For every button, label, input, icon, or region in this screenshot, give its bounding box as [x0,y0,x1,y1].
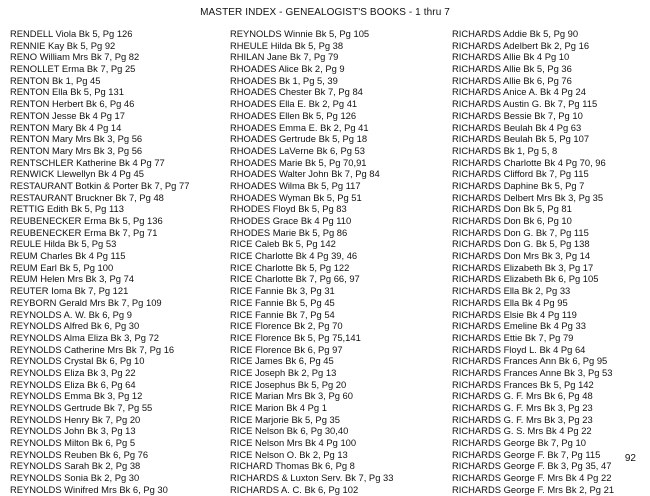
index-entry: RICHARDS & Luxton Serv. Bk 7, Pg 33 [230,472,394,484]
index-entry: REYNOLDS Alfred Bk 6, Pg 30 [10,320,140,332]
index-entry: REYNOLDS Eliza Bk 3, Pg 22 [10,366,136,378]
index-entry: RICHARDS Ella Bk 2, Pg 33 [452,285,571,297]
index-entry: RICHARDS Elsie Bk 4 Pg 119 [452,308,577,320]
index-entry: RICE Fannie Bk 3, Pg 31 [230,285,335,297]
index-entry: RICE Fannie Bk 5, Pg 45 [230,296,335,308]
index-entry: RICHARDS Allie Bk 6, Pg 76 [452,74,572,86]
index-entry: RENOLLET Erma Bk 7, Pg 25 [10,63,136,75]
index-entry: RICHARDS A. C. Bk 6, Pg 102 [230,483,359,495]
index-entry: REYNOLDS Crystal Bk 6, Pg 10 [10,355,145,367]
index-entry: RICHARDS George Bk 7, Pg 10 [452,437,586,449]
index-entry: RICHARDS Anice A. Bk 4 Pg 24 [452,86,586,98]
index-entry: RICE Caleb Bk 5, Pg 142 [230,238,336,250]
index-entry: RETTIG Edith Bk 5, Pg 113 [10,203,124,215]
index-entry: RICHARDS Don G. Bk 5, Pg 138 [452,238,590,250]
index-entry: RENTON Bk 1, Pg 45 [10,74,101,86]
index-entry: RICHARDS Frances Ann Bk 6, Pg 95 [452,355,608,367]
index-entry: RICHARDS Charlotte Bk 4 Pg 70, 96 [452,156,606,168]
index-entry: RICHARDS Bessie Bk 7, Pg 10 [452,109,583,121]
index-entry: RICHARDS Elizabeth Bk 6, Pg 105 [452,273,599,285]
index-entry: REYNOLDS Sonia Bk 2, Pg 30 [10,472,140,484]
index-entry: RICHARDS Don G. Bk 7, Pg 115 [452,226,589,238]
index-entry: RICHARDS G. F. Mrs Bk 3, Pg 23 [452,413,593,425]
index-entry: RICE Charlotte Bk 4 Pg 39, 46 [230,250,358,262]
index-entry: RESTAURANT Bruckner Bk 7, Pg 48 [10,191,164,203]
index-entry: RICE Nelson Mrs Bk 4 Pg 100 [230,437,357,449]
index-entry: REUM Helen Mrs Bk 3, Pg 74 [10,273,134,285]
index-entry: RICHARDS Frances Bk 5, Pg 142 [452,378,594,390]
index-entry: REUBENECKER Erma Bk 7, Pg 71 [10,226,158,238]
index-entry: RICE Charlotte Bk 5, Pg 122 [230,261,350,273]
index-entry: REYNOLDS Winnie Bk 5, Pg 105 [230,28,370,39]
index-entry: RICHARDS George F. Mrs Bk 2, Pg 21 [452,483,615,495]
index-entry: RICHARDS Elizabeth Bk 3, Pg 17 [452,261,594,273]
index-entry: REYNOLDS Winifred Mrs Bk 6, Pg 30 [10,483,168,495]
index-entry: REYNOLDS Milton Bk 6, Pg 5 [10,437,136,449]
index-entry: RICHARDS G. S. Mrs Bk 4 Pg 22 [452,425,592,437]
index-entry: RENO William Mrs Bk 7, Pg 82 [10,51,140,63]
index-entry: REYBORN Gerald Mrs Bk 7, Pg 109 [10,296,162,308]
index-entry: RICE Marion Bk 4 Pg 1 [230,402,327,413]
index-entry: REYNOLDS Gertrude Bk 7, Pg 55 [10,402,153,413]
index-entry: RICE Florence Bk 5, Pg 75,141 [230,331,361,343]
index-entry: REUM Earl Bk 5, Pg 100 [10,261,114,273]
index-entry: RICHARDS Allie Bk 4 Pg 10 [452,51,570,63]
index-entry: RICHARDS Don Bk 6, Pg 10 [452,215,572,226]
index-entry: RHOADES Marie Bk 5, Pg 70,91 [230,156,367,168]
index-entry: RICE Nelson O. Bk 2, Pg 13 [230,448,348,460]
index-entry: RHOADES Chester Bk 7, Pg 84 [230,86,363,98]
index-entry: RHOADES Ella E. Bk 2, Pg 41 [230,98,358,110]
index-entry: RESTAURANT Botkin & Porter Bk 7, Pg 77 [10,179,190,191]
index-entry: RICHARDS Daphine Bk 5, Pg 7 [452,179,585,191]
index-entry: RICE Charlotte Bk 7, Pg 66, 97 [230,273,360,285]
index-entry: REYNOLDS Eliza Bk 6, Pg 64 [10,378,136,390]
index-entry: RICHARDS Bk 1, Pg 5, 8 [452,144,558,156]
index-entry: REYNOLDS Sarah Bk 2, Pg 38 [10,460,141,472]
index-entry: RHODES Floyd Bk 5, Pg 83 [230,203,347,215]
index-entry: RENTON Ella Bk 5, Pg 131 [10,86,124,98]
index-entry: RICHARDS Frances Anne Bk 3, Pg 53 [452,366,613,378]
index-entry: REYNOLDS Catherine Mrs Bk 7, Pg 16 [10,343,175,355]
index-entry: RICHARD Thomas Bk 6, Pg 8 [230,460,355,472]
index-entry: RICHARDS Addie Bk 5, Pg 90 [452,28,579,39]
index-entry: RICHARDS Clifford Bk 7, Pg 115 [452,168,589,180]
index-entry: RICHARDS Delbert Mrs Bk 3, Pg 35 [452,191,604,203]
index-entry: RICE Joseph Bk 2, Pg 13 [230,366,337,378]
index-entry: REYNOLDS John Bk 3, Pg 13 [10,425,136,437]
index-entry: RICHARDS Beulah Bk 4 Pg 63 [452,121,582,133]
index-entry: REYNOLDS Reuben Bk 6, Pg 76 [10,448,149,460]
index-entry: REYNOLDS Alma Eliza Bk 3, Pg 72 [10,331,160,343]
index-column-3 [452,28,648,496]
index-entry: RICHARDS G. F. Mrs Bk 6, Pg 48 [452,390,593,402]
index-entry: RICE Nelson Bk 6, Pg 30,40 [230,425,349,437]
index-entry: RHODES Grace Bk 4 Pg 110 [230,215,352,226]
index-entry: RICE James Bk 6, Pg 45 [230,355,334,367]
index-entry: RHOADES Gertrude Bk 5, Pg 18 [230,133,368,145]
index-entry: RICE Marjorie Bk 5, Pg 35 [230,413,340,425]
index-column-2 [230,28,445,496]
index-entry: RICHARDS Emeline Bk 4 Pg 33 [452,320,586,332]
index-entry: RHOADES Ellen Bk 5, Pg 126 [230,109,357,121]
index-entry: RENTON Mary Mrs Bk 3, Pg 56 [10,133,143,145]
index-entry: RICHARDS Don Mrs Bk 3, Pg 14 [452,250,591,262]
index-entry: RENNIE Kay Bk 5, Pg 92 [10,39,116,51]
index-entry: REYNOLDS Henry Bk 7, Pg 20 [10,413,141,425]
index-entry: RICHARDS Ella Bk 4 Pg 95 [452,296,568,308]
index-entry: REUM Charles Bk 4 Pg 115 [10,250,126,262]
index-entry: RHOADES Walter John Bk 7, Pg 84 [230,168,380,180]
index-entry: RHOADES Alice Bk 2, Pg 9 [230,63,345,75]
index-entry: REYNOLDS A. W. Bk 6, Pg 9 [10,308,132,320]
index-entry: RHOADES Bk 1, Pg 5, 39 [230,74,338,86]
index-entry: RHOADES Wilma Bk 5, Pg 117 [230,179,361,191]
index-entry: RICHARDS G. F. Mrs Bk 3, Pg 23 [452,402,593,413]
index-entry: RICHARDS Allie Bk 5, Pg 36 [452,63,572,75]
index-entry: RICE Marian Mrs Bk 3, Pg 60 [230,390,353,402]
index-entry: RICHARDS Austin G. Bk 7, Pg 115 [452,98,598,110]
index-entry: RICHARDS George F. Bk 3, Pg 35, 47 [452,460,612,472]
index-entry: RENTON Herbert Bk 6, Pg 46 [10,98,135,110]
index-entry: RHODES Marie Bk 5, Pg 86 [230,226,348,238]
index-entry: RICHARDS Don Bk 5, Pg 81 [452,203,572,215]
page-title: MASTER INDEX - GENEALOGIST'S BOOKS - 1 thru 7 [200,7,450,18]
index-entry: RENTON Jesse Bk 4 Pg 17 [10,109,125,121]
index-entry: RHILAN Jane Bk 7, Pg 79 [230,51,339,63]
index-entry: RENTON Mary Mrs Bk 3, Pg 56 [10,144,143,156]
page-number: 92 [624,453,636,464]
index-entry: REUTER Ioma Bk 7, Pg 121 [10,285,129,297]
index-entry: RICHARDS Beulah Bk 5, Pg 107 [452,133,590,145]
index-entry: RICE Florence Bk 6, Pg 97 [230,343,343,355]
index-entry: RICHARDS Adelbert Bk 2, Pg 16 [452,39,590,51]
index-entry: RICE Josephus Bk 5, Pg 20 [230,378,347,390]
index-entry: REULE Hilda Bk 5, Pg 53 [10,238,117,250]
index-entry: RICHARDS Floyd L. Bk 4 Pg 64 [452,343,586,355]
index-entry: RENWICK Llewellyn Bk 4 Pg 45 [10,168,144,180]
index-entry: RICE Florence Bk 2, Pg 70 [230,320,343,332]
index-entry: RICHARDS Ettie Bk 7, Pg 79 [452,331,574,343]
index-entry: REYNOLDS Emma Bk 3, Pg 12 [10,390,143,402]
index-column-1 [10,28,225,496]
index-entry: RHOADES LaVerne Bk 6, Pg 53 [230,144,365,156]
index-entry: RICHARDS George F. Bk 7, Pg 115 [452,448,601,460]
index-entry: RENTSCHLER Katherine Bk 4 Pg 77 [10,156,165,168]
index-entry: RICHARDS George F. Mrs Bk 4 Pg 22 [452,472,612,484]
index-entry: RENDELL Viola Bk 5, Pg 126 [10,28,133,39]
index-entry: RENTON Mary Bk 4 Pg 14 [10,121,122,133]
index-entry: RHEULE Hilda Bk 5, Pg 38 [230,39,344,51]
index-entry: RHOADES Emma E. Bk 2, Pg 41 [230,121,369,133]
index-entry: REUBENECKER Erma Bk 5, Pg 136 [10,215,163,226]
index-entry: RHOADES Wyman Bk 5, Pg 51 [230,191,362,203]
index-entry: RICE Fannie Bk 7, Pg 54 [230,308,335,320]
